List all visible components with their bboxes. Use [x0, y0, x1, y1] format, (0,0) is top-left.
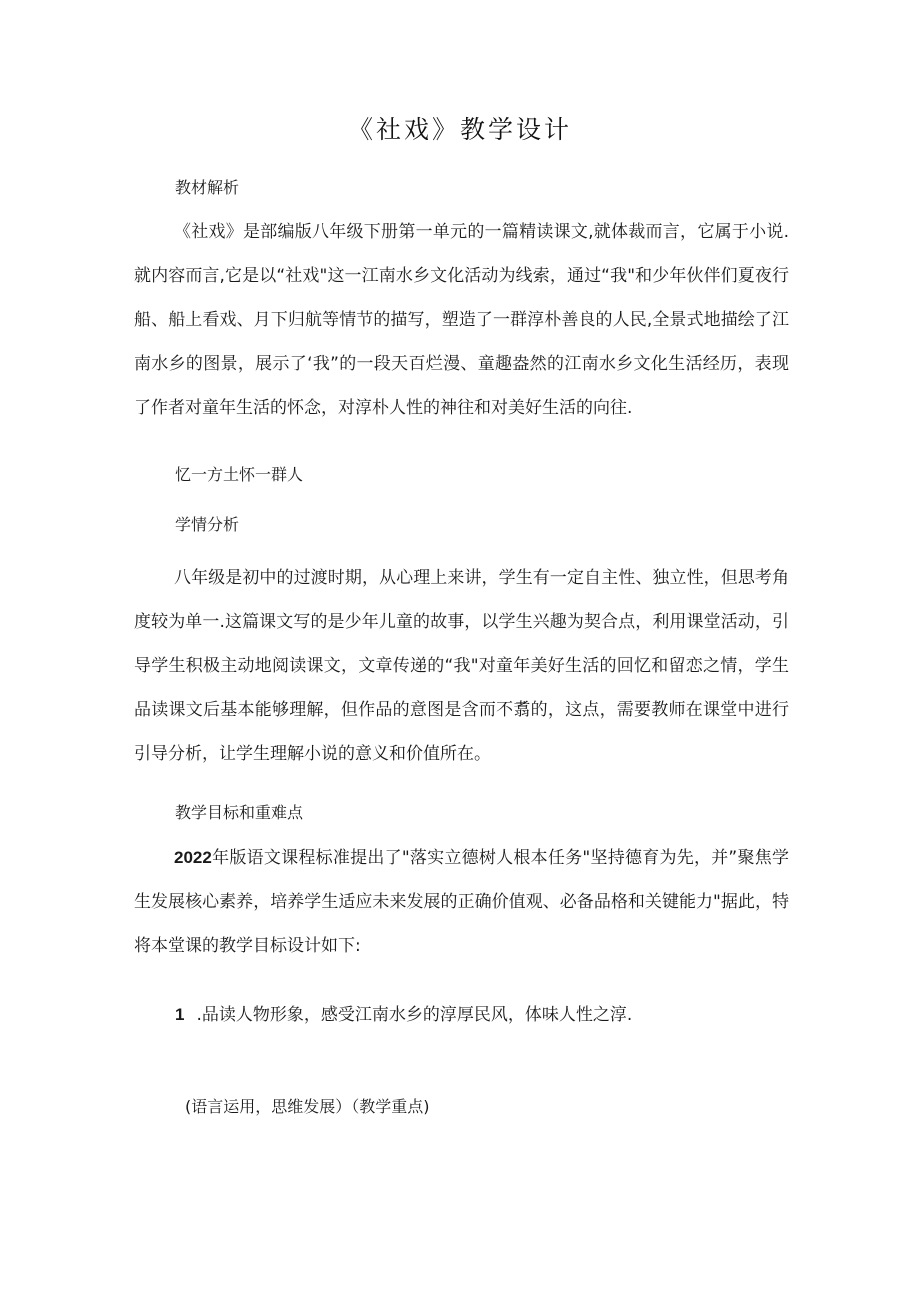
goal-item: [175, 1003, 632, 1027]
heading-learner-analysis: 学情分析: [175, 515, 240, 534]
year-number: 2022: [174, 848, 212, 867]
goal-index: 1: [175, 1005, 185, 1024]
goal-note: (语言运用，思维发展）（教学重点): [185, 1097, 430, 1116]
heading-objectives: 教学目标和重难点: [175, 803, 304, 822]
theme-line: 忆一方土怀一群人: [175, 465, 304, 484]
paragraph-objectives: [134, 836, 789, 968]
heading-textbook-analysis: 教材解析: [175, 178, 240, 197]
paragraph-learner-analysis: 八年级是初中的过渡时期，从心理上来讲，学生有一定自主性、独立性，但思考角度较为单一.这篇课文写的是少年儿童的故事，以学生兴趣为契合点，利用课堂活动，引导学生积极主动地阅读课文，文章传递的“我"对童年美好生活的回忆和留恋之情，学生品读课文后基本能够理解，但作品的意图是含而不翥的，这点，需要教师在课堂中进行引导分析，让学生理解小说的意义和价值所在。: [134, 568, 789, 764]
goal-text: .品读人物形象，感受江南水乡的淳厚民风，体味人性之淳.: [196, 1005, 633, 1025]
document-title: 《社戏》教学设计: [347, 115, 572, 144]
paragraph-textbook-analysis: 《社戏》是部编版八年级下册第一单元的一篇精读课文,就体裁而言，它属于小说.就内容而言,它是以“社戏"这一江南水乡文化活动为线索，通过“我"和少年伙伴们夏夜行船、船上看戏、月下归航等情节的描写，塑造了一群淳朴善良的人民,全景式地描绘了江南水乡的图景，展示了‘我”的一段天百烂漫、童趣盎然的江南水乡文化生活经历，表现了作者对童年生活的怀念，对淳朴人性的神往和对美好生活的向往.: [134, 222, 789, 418]
objectives-text: 年版语文课程标准提出了"落实立德树人根本任务"坚持德育为先，并”聚焦学生发展核心素养，培养学生适应未来发展的正确价值观、必备品格和关键能力"据此，特将本堂课的教学目标设计如下:: [134, 848, 789, 956]
